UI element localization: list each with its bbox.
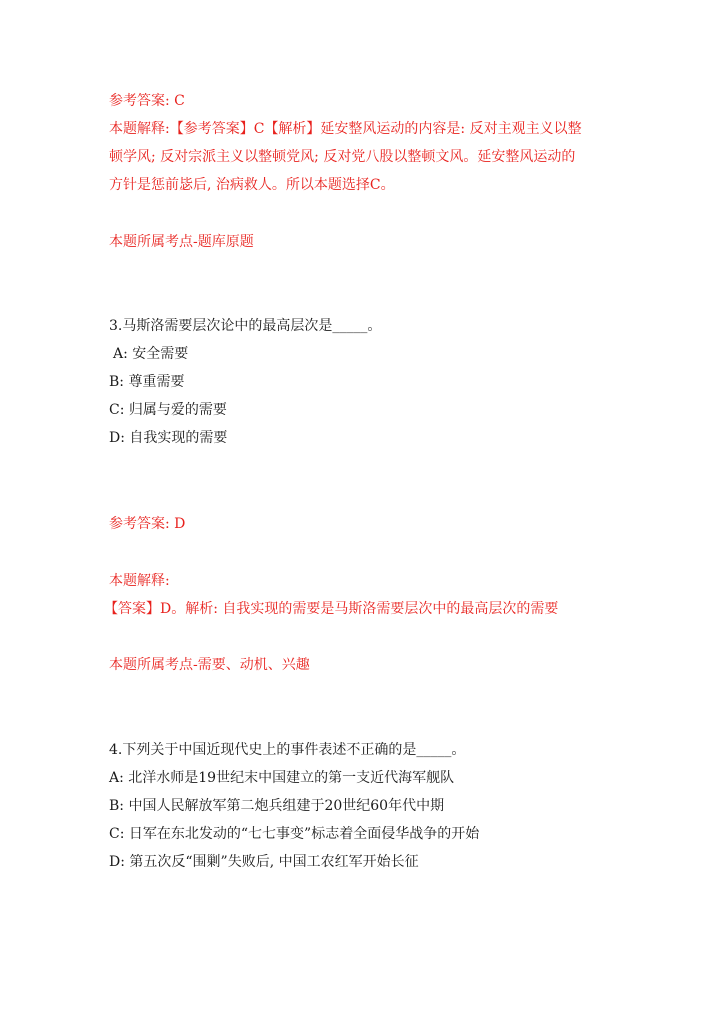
- q2-topic: 本题所属考点-题库原题: [109, 234, 254, 250]
- q3-explanation: 【答案】D。解析: 自我实现的需要是马斯洛需要层次中的最高层次的需要: [104, 601, 559, 617]
- q3-topic: 本题所属考点-需要、动机、兴趣: [109, 657, 310, 673]
- q3-option-b: B: 尊重需要: [109, 374, 185, 390]
- q4-question: 4.下列关于中国近现代史上的事件表述不正确的是_____。: [109, 742, 466, 758]
- q4-option-d: D: 第五次反“围剿”失败后, 中国工农红军开始长征: [109, 854, 419, 870]
- q3-answer: 参考答案: D: [109, 516, 186, 532]
- q4-option-a: A: 北洋水师是19世纪末中国建立的第一支近代海军舰队: [109, 770, 455, 786]
- q2-explanation-line-3: 方针是惩前毖后, 治病救人。所以本题选择C。: [109, 177, 395, 193]
- q3-option-c: C: 归属与爱的需要: [109, 402, 227, 418]
- q2-explanation-line-1: 本题解释:【参考答案】C【解析】延安整风运动的内容是: 反对主观主义以整: [109, 121, 582, 137]
- q2-answer: 参考答案: C: [109, 93, 185, 109]
- q3-explanation-label: 本题解释:: [109, 573, 170, 589]
- q3-question: 3.马斯洛需要层次论中的最高层次是_____。: [109, 318, 382, 334]
- q4-option-c: C: 日军在东北发动的“七七事变”标志着全面侵华战争的开始: [109, 826, 480, 842]
- q2-explanation-line-2: 顿学风; 反对宗派主义以整顿党风; 反对党八股以整顿文风。延安整风运动的: [109, 149, 576, 165]
- q3-option-a: A: 安全需要: [113, 346, 189, 362]
- q4-option-b: B: 中国人民解放军第二炮兵组建于20世纪60年代中期: [109, 798, 445, 814]
- q3-option-d: D: 自我实现的需要: [109, 430, 228, 446]
